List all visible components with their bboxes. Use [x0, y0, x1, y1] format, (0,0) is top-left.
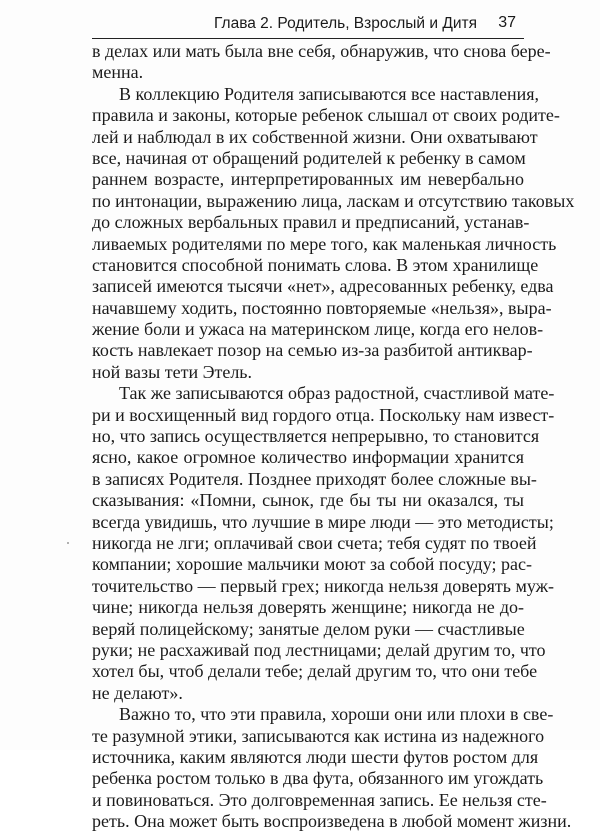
chapter-title: Глава 2. Родитель, Взрослый и Дитя [214, 15, 478, 32]
text-line: реть. Она может быть воспроизведена в любой момент жизни. [92, 811, 572, 832]
text-line: кость навлекает позор на семью из-за разбитой антиквар- [92, 340, 533, 361]
text-line: ливаемых родителями по мере того, как маленькая личность [92, 233, 557, 254]
text-line: хотел бы, чтоб делали тебе; делай другим то, что они тебе [92, 661, 538, 682]
text-line: точительство — первый грех; никогда нельзя доверять муж- [92, 575, 555, 596]
paragraph [92, 383, 555, 704]
text-line: жение боли и ужаса на материнском лице, когда его нелов- [92, 319, 544, 340]
text-line: и повиноваться. Это долговременная запись. Ее нельзя сте- [92, 789, 547, 810]
text-line: ри и восхищенный вид гордого отца. Поскольку нам извест- [92, 404, 555, 425]
page-number: 37 [498, 14, 516, 31]
text-line: правила и законы, которые ребенок слышал от своих родите- [92, 105, 560, 126]
text-line: те разумной этики, записываются как истина из надежного [92, 725, 545, 746]
text-line: Важно то, что эти правила, хороши они или плохи в све- [119, 704, 554, 725]
text-line: ребенка ростом только в два фута, обязанного им угождать [92, 768, 544, 789]
text-line: в делах или мать была вне себя, обнаружив, что снова бере- [92, 41, 551, 61]
running-header [92, 6, 524, 39]
text-line: никогда не лги; оплачивай свои счета; тебя судят по твоей [92, 532, 537, 553]
text-line: чине; никогда нельзя доверять женщине; никогда не до- [92, 597, 524, 618]
text-line: все, начиная от обращений родителей к ребенку в самом [92, 147, 526, 168]
text-line: ной вазы тети Этель. [92, 361, 253, 382]
text-line: веряй полицейскому; занятые делом руки — счастливые [92, 618, 525, 639]
text-line: лей и наблюдал в их собственной жизни. Они охватывают [92, 126, 538, 147]
text-line: по интонации, выражению лица, ласкам и отсутствию таковых [92, 190, 575, 211]
text-line: руки; не расхаживай под лестницами; делай другим то, что [92, 639, 546, 660]
text-line: но, что запись осуществляется непрерывно, то становится [92, 426, 540, 447]
text-line: сказывания: «Помни, сынок, где бы ты ни оказался, ты [92, 490, 524, 511]
text-line: становится способной понимать слова. В этом хранилище [92, 254, 539, 275]
text-line: В коллекцию Родителя записываются все наставления, [119, 83, 540, 104]
text-line: ясно, какое огромное количество информации хранится [92, 447, 524, 468]
text-line: Так же записываются образ радостной, счастливой мате- [119, 383, 555, 404]
text-line: менна. [92, 62, 144, 83]
paragraph [92, 704, 572, 832]
text-line: не делают». [92, 682, 183, 703]
text-line: всегда увидишь, что лучшие в мире люди — это методисты; [92, 511, 554, 532]
text-line: начавшему ходить, постоянно повторяемые «нельзя», выра- [92, 297, 552, 318]
text-line: источника, каким являются люди шести футов ростом для [92, 746, 539, 767]
paragraph [92, 83, 575, 383]
paragraph [92, 41, 551, 84]
text-line: записей имеются тысячи «нет», адресованных ребенку, едва [92, 276, 554, 297]
text-line: до сложных вербальных правил и предписаний, устанав- [92, 212, 530, 233]
text-line: компании; хорошие мальчики моют за собой посуду; рас- [92, 554, 532, 575]
body-text [92, 41, 575, 832]
margin-speck [67, 542, 69, 544]
text-line: раннем возрасте, интерпретированных им невербально [92, 169, 524, 190]
text-line: в записях Родителя. Позднее приходят более сложные вы- [92, 468, 537, 489]
